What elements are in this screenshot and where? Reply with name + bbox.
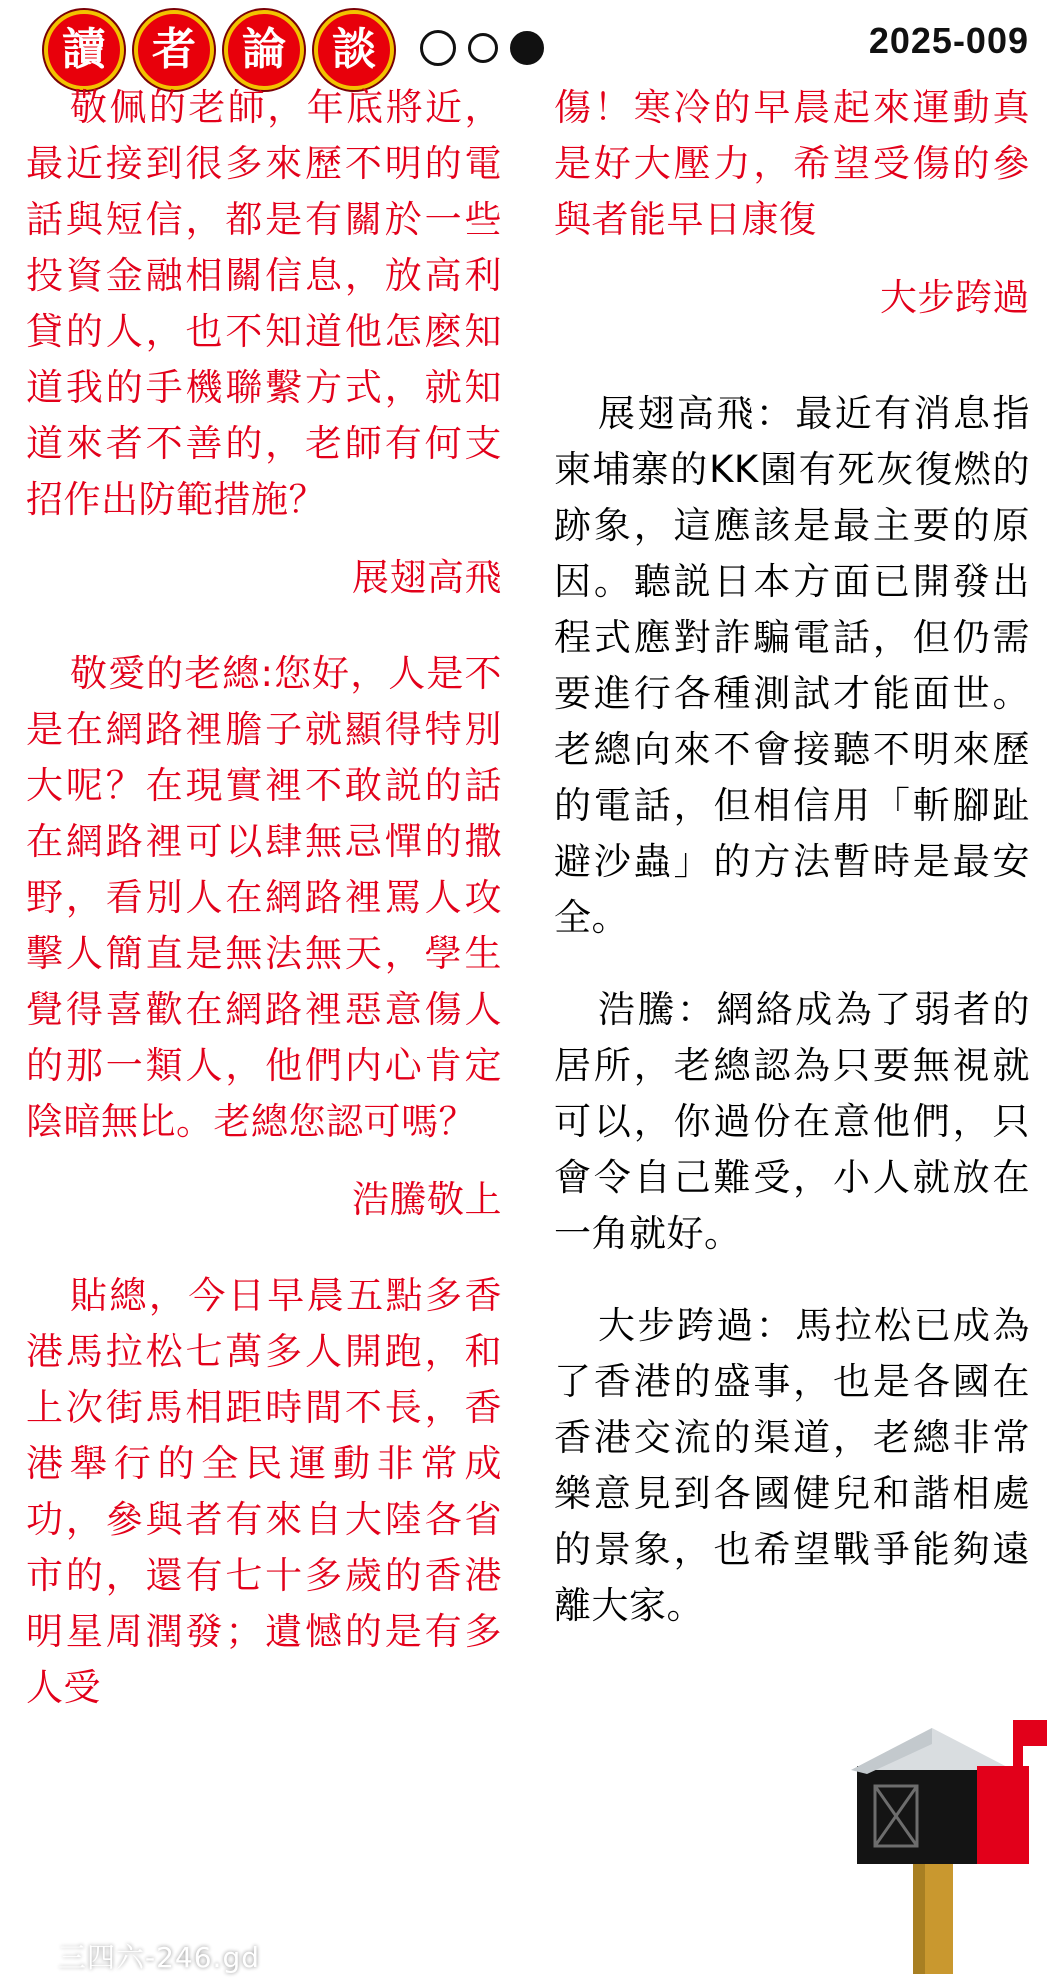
- letter-signature: 展翅高飛: [352, 556, 502, 599]
- letter-paragraph-continued: 傷！寒冷的早晨起來運動真是好大壓力，希望受傷的參與者能早日康復: [554, 86, 1030, 241]
- masthead-char-2: 者: [134, 10, 214, 90]
- spacer: [26, 632, 502, 646]
- reply-paragraph: 大步跨過：馬拉松已成為了香港的盛事，也是各國在香港交流的渠道，老總非常樂意見到各國健兒和諧相處的景象，也希望戰爭能夠遠離大家。: [554, 1304, 1030, 1627]
- reply-paragraph: 展翅高飛：最近有消息指柬埔寨的KK園有死灰復燃的跡象，這應該是最主要的原因。聽説日本方面已開發出程式應對詐騙電話，但仍需要進行各種測試才能面世。老總向來不會接聽不明來歷的電話，但相信用「斬腳趾避沙蟲」的方法暫時是最安全。: [554, 392, 1030, 939]
- letter-signature: 大步跨過: [880, 276, 1030, 319]
- left-column: [0, 80, 528, 1950]
- circle-outline-small-icon: [468, 33, 498, 63]
- spacer: [554, 968, 1030, 982]
- masthead-char-1: 讀: [44, 10, 124, 90]
- decorative-dots: [420, 30, 544, 66]
- issue-number: 2025-009: [868, 20, 1029, 61]
- watermark: [10, 1936, 260, 1976]
- spacer: [26, 1254, 502, 1268]
- spacer: [554, 1284, 1030, 1298]
- letter-paragraph: 敬愛的老總:您好，人是不是在網路裡膽子就顯得特別大呢？在現實裡不敢説的話在網路裡可以肆無忌憚的撒野，看別人在網路裡罵人攻擊人簡直是無法無天，學生覺得喜歡在網路裡惡意傷人的那一類人，他們内心肯定陰暗無比。老總您認可嗎？: [26, 652, 502, 1143]
- watermark-text: 三四六-246.gd: [58, 1941, 260, 1974]
- circle-outline-icon: [420, 30, 456, 66]
- page-header: [0, 0, 1057, 90]
- reply-paragraph: 浩騰：網絡成為了弱者的居所，老總認為只要無視就可以，你過份在意他們，只會令自己難受，小人就放在一角就好。: [554, 988, 1030, 1255]
- letter-signature: 浩騰敬上: [352, 1178, 502, 1221]
- letter-paragraph: 貼總，今日早晨五點多香港馬拉松七萬多人開跑，和上次街馬相距時間不長，香港舉行的全民運動非常成功，參與者有來自大陸各省市的，還有七十多歲的香港明星周潤發；遺憾的是有多人受: [26, 1274, 502, 1709]
- article-body: [0, 80, 1057, 1950]
- spacer: [554, 352, 1030, 386]
- masthead-logo: [44, 10, 394, 90]
- letter-paragraph: 敬佩的老師，年底將近，最近接到很多來歷不明的電話與短信，都是有關於一些投資金融相關信息，放高利貸的人，也不知道他怎麽知道我的手機聯繫方式，就知道來者不善的，老師有何支招作出防範措施？: [26, 86, 502, 521]
- masthead-char-3: 論: [224, 10, 304, 90]
- circle-filled-icon: [510, 31, 544, 65]
- masthead-char-4: 談: [314, 10, 394, 90]
- circle-logo-icon: [10, 1936, 50, 1976]
- right-column: [528, 80, 1056, 1950]
